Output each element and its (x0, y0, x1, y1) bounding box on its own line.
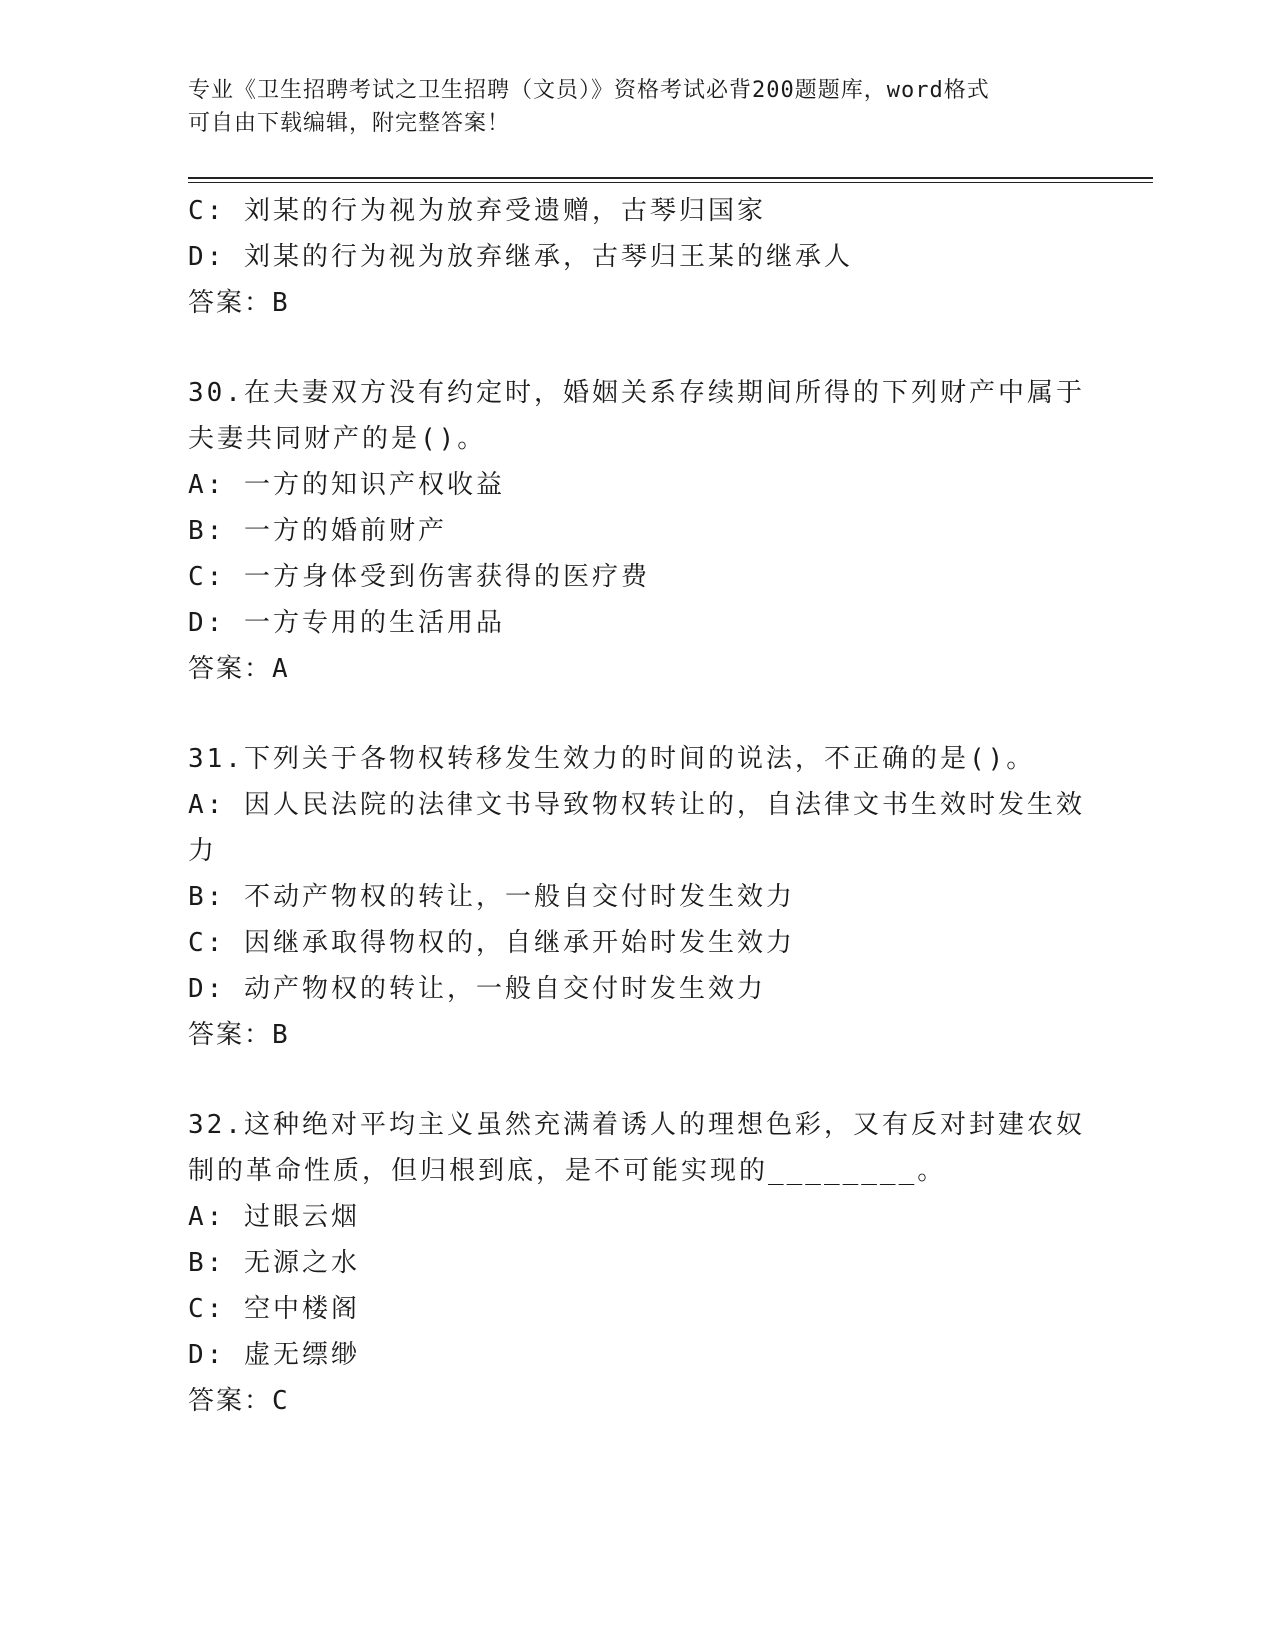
option-d: D: 一方专用的生活用品 (188, 608, 505, 638)
option-d: D: 虚无缥缈 (188, 1340, 360, 1370)
answer: 答案：B (188, 288, 290, 318)
option-a: A: 因人民法院的法律文书导致物权转让的，自法律文书生效时发生效 (188, 790, 1085, 820)
header-rule-thin (188, 182, 1153, 183)
header-line-2: 可自由下载编辑，附完整答案！ (188, 111, 511, 136)
option-d: D: 动产物权的转让，一般自交付时发生效力 (188, 974, 766, 1004)
question-stem-continued: 制的革命性质，但归根到底，是不可能实现的________。 (188, 1156, 947, 1186)
option-c: C: 因继承取得物权的，自继承开始时发生效力 (188, 928, 795, 958)
answer: 答案：C (188, 1386, 290, 1416)
option-c: C: 空中楼阁 (188, 1294, 360, 1324)
option-d: D: 刘某的行为视为放弃继承，古琴归王某的继承人 (188, 242, 853, 272)
question-stem: 30.在夫妻双方没有约定时，婚姻关系存续期间所得的下列财产中属于 (188, 378, 1085, 408)
question-stem: 31.下列关于各物权转移发生效力的时间的说法，不正确的是()。 (188, 744, 1036, 774)
document-body (188, 188, 1088, 1424)
question-29 (188, 188, 1088, 326)
option-a-continued: 力 (188, 836, 218, 866)
option-a: A: 过眼云烟 (188, 1202, 360, 1232)
option-b: B: 一方的婚前财产 (188, 516, 447, 546)
header-line-1: 专业《卫生招聘考试之卫生招聘（文员）》资格考试必背200题题库，word格式 (188, 78, 990, 103)
question-gap (188, 1058, 1088, 1102)
question-stem-continued: 夫妻共同财产的是()。 (188, 424, 487, 454)
answer: 答案：B (188, 1020, 290, 1050)
answer: 答案：A (188, 654, 290, 684)
option-b: B: 无源之水 (188, 1248, 360, 1278)
question-gap (188, 326, 1088, 370)
option-a: A: 一方的知识产权收益 (188, 470, 505, 500)
question-30 (188, 370, 1088, 692)
question-31 (188, 736, 1088, 1058)
document-header (188, 74, 1088, 140)
option-b: B: 不动产物权的转让，一般自交付时发生效力 (188, 882, 795, 912)
header-rule-thick (188, 177, 1153, 179)
option-c: C: 刘某的行为视为放弃受遗赠，古琴归国家 (188, 196, 766, 226)
question-32 (188, 1102, 1088, 1424)
question-stem: 32.这种绝对平均主义虽然充满着诱人的理想色彩，又有反对封建农奴 (188, 1110, 1085, 1140)
question-gap (188, 692, 1088, 736)
option-c: C: 一方身体受到伤害获得的医疗费 (188, 562, 650, 592)
